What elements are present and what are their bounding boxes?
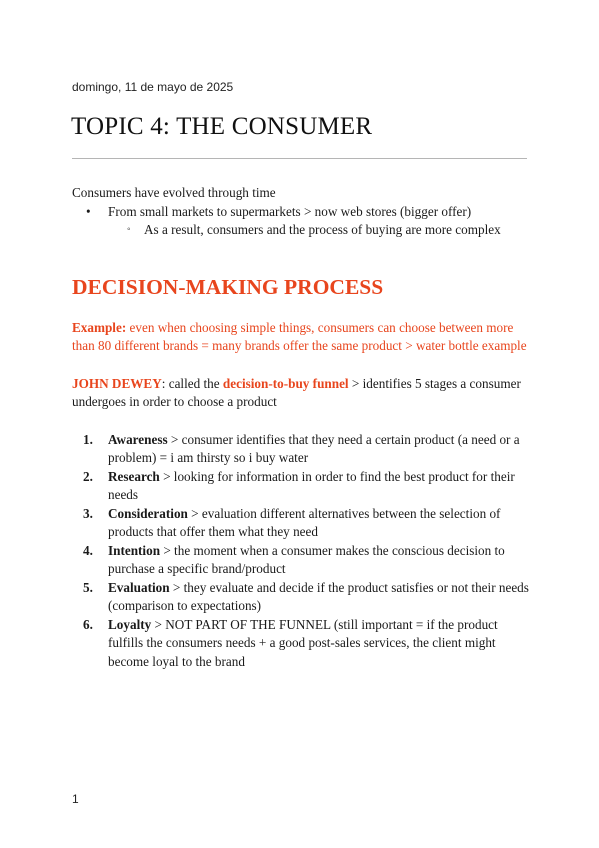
list-item (72, 616, 532, 672)
hollow-bullet-icon: ◦ (127, 224, 131, 235)
step-term: Consideration (108, 505, 188, 521)
page-number: 1 (72, 792, 79, 806)
step-number: 6. (83, 616, 93, 632)
list-item (72, 579, 532, 616)
step-text: > the moment when a consumer makes the conscious decision to purchase a specific brand/product (108, 542, 505, 576)
step-term: Research (108, 468, 160, 484)
intro-sub-bullet-text: As a result, consumers and the process of buying are more complex (144, 222, 501, 237)
document-body (72, 184, 532, 671)
intro-bullet-text: From small markets to supermarkets > now web stores (bigger offer) (108, 203, 472, 219)
intro-bullet (72, 203, 532, 222)
section-heading: DECISION-MAKING PROCESS (72, 274, 384, 299)
example-label: Example: (72, 319, 127, 335)
page-title: TOPIC 4: THE CONSUMER (71, 113, 373, 140)
step-text: > evaluation different alternatives between the selection of products that offer them what they need (108, 505, 501, 539)
step-text: > they evaluate and decide if the product satisfies or not their needs (comparison to expectations) (108, 579, 529, 613)
step-term: Awareness (108, 431, 168, 447)
step-term: Intention (108, 542, 161, 558)
dewey-text-1: : called the (161, 375, 223, 391)
intro-paragraph: Consumers have evolved through time (72, 185, 276, 200)
intro-sub-bullet (72, 221, 532, 240)
step-text: > NOT PART OF THE FUNNEL (still important = if the product fulfills the consumers needs + a good post-sales services, the client might become loyal to the brand (108, 616, 498, 669)
funnel-steps-list (72, 431, 532, 672)
example-paragraph (72, 319, 532, 356)
step-number: 4. (83, 542, 93, 558)
funnel-term: decision-to-buy funnel (222, 375, 349, 391)
step-number: 2. (83, 468, 93, 484)
list-item (72, 431, 532, 468)
example-text: even when choosing simple things, consumers can choose between more than 80 different brands = many brands offer the same product > water bottle example (72, 319, 527, 353)
bullet-icon: • (86, 203, 91, 219)
step-term: Loyalty (108, 616, 152, 632)
list-item (72, 505, 532, 542)
document-date: domingo, 11 de mayo de 2025 (72, 80, 234, 94)
list-item (72, 468, 532, 505)
title-divider (72, 158, 527, 159)
step-text: > consumer identifies that they need a certain product (a need or a problem) = i am thirsty so i buy water (108, 431, 520, 465)
step-term: Evaluation (108, 579, 170, 595)
dewey-name: JOHN DEWEY (72, 375, 162, 391)
dewey-text-2: > identifies 5 stages a consumer undergoes in order to choose a product (72, 375, 521, 409)
step-number: 5. (83, 579, 93, 595)
step-number: 1. (83, 431, 93, 447)
step-number: 3. (83, 505, 93, 521)
list-item (72, 542, 532, 579)
dewey-paragraph (72, 375, 532, 412)
step-text: > looking for information in order to find the best product for their needs (108, 468, 515, 502)
